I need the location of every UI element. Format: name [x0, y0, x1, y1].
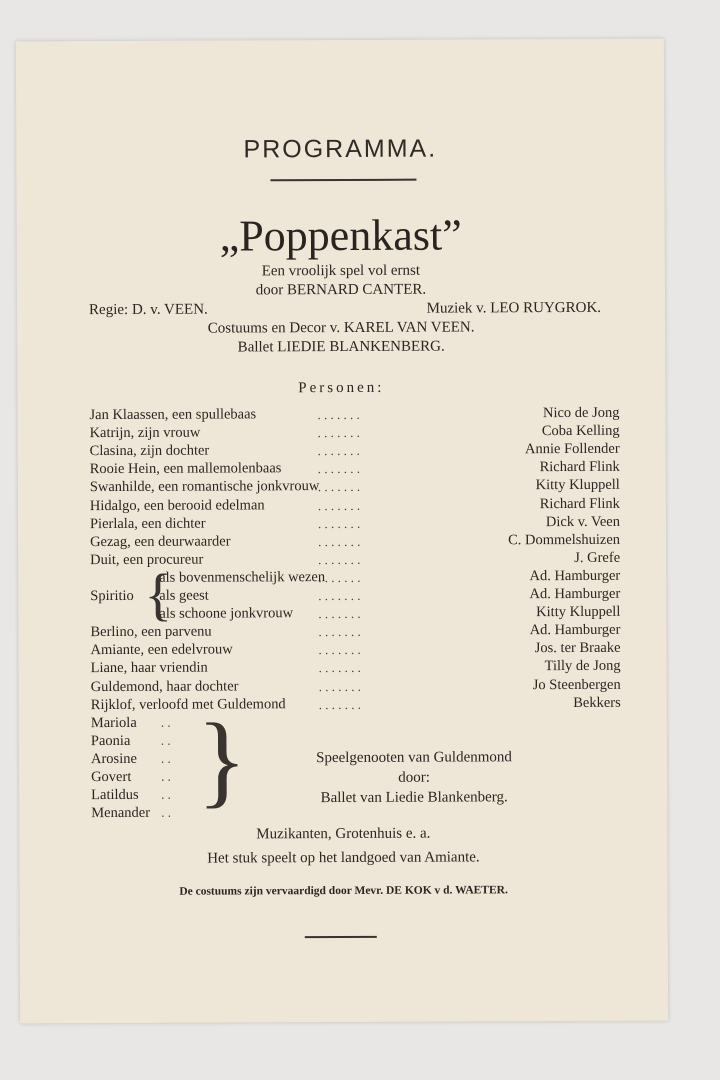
credit-ballet: Ballet LIEDIE BLANKENBERG.: [237, 338, 445, 356]
play-title: „Poppenkast”: [219, 210, 462, 261]
program-sheet: [16, 39, 668, 1024]
play-author: door BERNARD CANTER.: [255, 281, 427, 299]
cast-actor: Dick v. Veen: [545, 513, 620, 530]
dot-leader: . . . . . . .: [317, 479, 361, 495]
spiritio-brace: {: [144, 561, 173, 627]
group-member: Menander: [91, 805, 151, 822]
dot-leader: . . . . . . .: [318, 678, 361, 694]
cast-role: Clasina, zijn dochter: [89, 442, 210, 460]
group-description: door:: [398, 769, 430, 786]
cast-role: Jan Klaassen, een spullebaas: [89, 406, 257, 424]
cast-role: als schoone jonkvrouw: [159, 605, 294, 622]
spiritio-name: Spiritio: [90, 587, 134, 605]
dot-leader: . .: [161, 768, 171, 784]
dot-leader: . . . . . . .: [318, 660, 361, 676]
dot-leader: . .: [160, 732, 171, 748]
dot-leader: . . . . . . .: [317, 406, 360, 423]
dot-leader: . . . . . . .: [318, 624, 361, 640]
group-description: Ballet van Liedie Blankenberg.: [320, 788, 508, 806]
cast-role: Pierlala, een dichter: [89, 515, 206, 532]
dot-leader: . . . . . . .: [318, 642, 361, 658]
cast-role: Rijklof, verloofd met Guldemond: [90, 695, 286, 713]
cast-role: Liane, haar vriendin: [90, 659, 208, 677]
cast-role: als bovenmenschelijk wezen: [159, 568, 326, 586]
dot-leader: . . . . . . .: [318, 606, 361, 622]
cast-actor: Tilly de Jong: [544, 658, 621, 675]
group-description: Speelgenooten van Guldenmond: [316, 748, 512, 766]
dot-leader: . . . . . . .: [317, 425, 360, 441]
group-member: Govert: [91, 768, 132, 786]
personen-heading: Personen:: [298, 379, 385, 397]
dot-leader: . .: [160, 750, 171, 766]
cast-role: Gezag, een deurwaarder: [90, 533, 231, 550]
cast-role: Duit, een procureur: [90, 551, 204, 568]
cast-actor: Annie Follender: [524, 440, 620, 458]
play-subtitle: Een vroolijk spel vol ernst: [261, 262, 421, 280]
cast-actor: J. Grefe: [574, 549, 621, 566]
cast-actor: Kitty Kluppell: [535, 477, 620, 494]
cast-role: als geest: [159, 587, 209, 604]
cast-actor: Richard Flink: [539, 459, 620, 476]
group-brace: }: [196, 702, 248, 818]
cast-role: Katrijn, zijn vrouw: [89, 424, 201, 442]
cast-role: Swanhilde, een romantische jonkvrouw: [89, 478, 320, 496]
cast-actor: C. Dommelshuizen: [508, 531, 621, 548]
cast-actor: Jos. ter Braake: [534, 640, 621, 657]
dot-leader: . . . . . . .: [317, 515, 361, 531]
dot-leader: . . . . . . .: [318, 587, 361, 604]
credit-regie: Regie: D. v. VEEN.: [88, 301, 208, 319]
cast-role: Rooie Hein, een mallemolenbaas: [89, 460, 282, 478]
dot-leader: . . . . . . .: [318, 696, 362, 712]
landgoed-line: Het stuk speelt op het landgoed van Amiante.: [207, 849, 480, 867]
cast-actor: Ad. Hamburger: [529, 621, 621, 639]
programma-heading: PROGRAMMA.: [243, 134, 438, 164]
group-member: Mariola: [90, 714, 137, 731]
dot-leader: . .: [161, 786, 171, 802]
group-member: Latildus: [91, 786, 139, 804]
credit-costuums: Costuums en Decor v. KAREL VAN VEEN.: [207, 319, 475, 337]
cast-actor: Richard Flink: [539, 495, 620, 512]
cast-role: Berlino, een parvenu: [90, 623, 212, 641]
cast-actor: Jo Steenbergen: [532, 676, 621, 693]
dot-leader: . . . . . . .: [317, 497, 361, 513]
cast-actor: Nico de Jong: [542, 404, 620, 422]
cast-role: Hidalgo, een berooid edelman: [89, 496, 265, 514]
cast-actor: Ad. Hamburger: [529, 585, 621, 603]
dot-leader: . . . . . . .: [318, 533, 361, 549]
cast-role: Guldemond, haar dochter: [90, 677, 239, 695]
dot-leader: . . . . . . .: [318, 569, 361, 585]
credit-muziek: Muziek v. LEO RUYGROK.: [426, 299, 602, 317]
group-member: Arosine: [90, 750, 137, 767]
cast-role: Amiante, een edelvrouw: [90, 641, 233, 659]
dot-leader: . . . . . . .: [317, 443, 360, 459]
cast-actor: Kitty Kluppell: [536, 603, 621, 621]
group-member: Paonia: [90, 732, 131, 749]
dot-leader: . .: [161, 804, 172, 820]
dot-leader: . .: [160, 714, 171, 730]
title-rule: [270, 179, 416, 182]
dot-leader: . . . . . . .: [318, 551, 361, 567]
bottom-rule: [305, 936, 377, 938]
cast-actor: Ad. Hamburger: [529, 567, 621, 585]
muzikanten-line: Muzikanten, Grotenhuis e. a.: [256, 825, 431, 843]
cast-actor: Coba Kelling: [541, 422, 620, 440]
cast-actor: Bekkers: [573, 694, 621, 711]
costume-note: De costuums zijn vervaardigd door Mevr. DE KOK v d. WAETER.: [179, 884, 508, 898]
dot-leader: . . . . . . .: [317, 461, 361, 477]
